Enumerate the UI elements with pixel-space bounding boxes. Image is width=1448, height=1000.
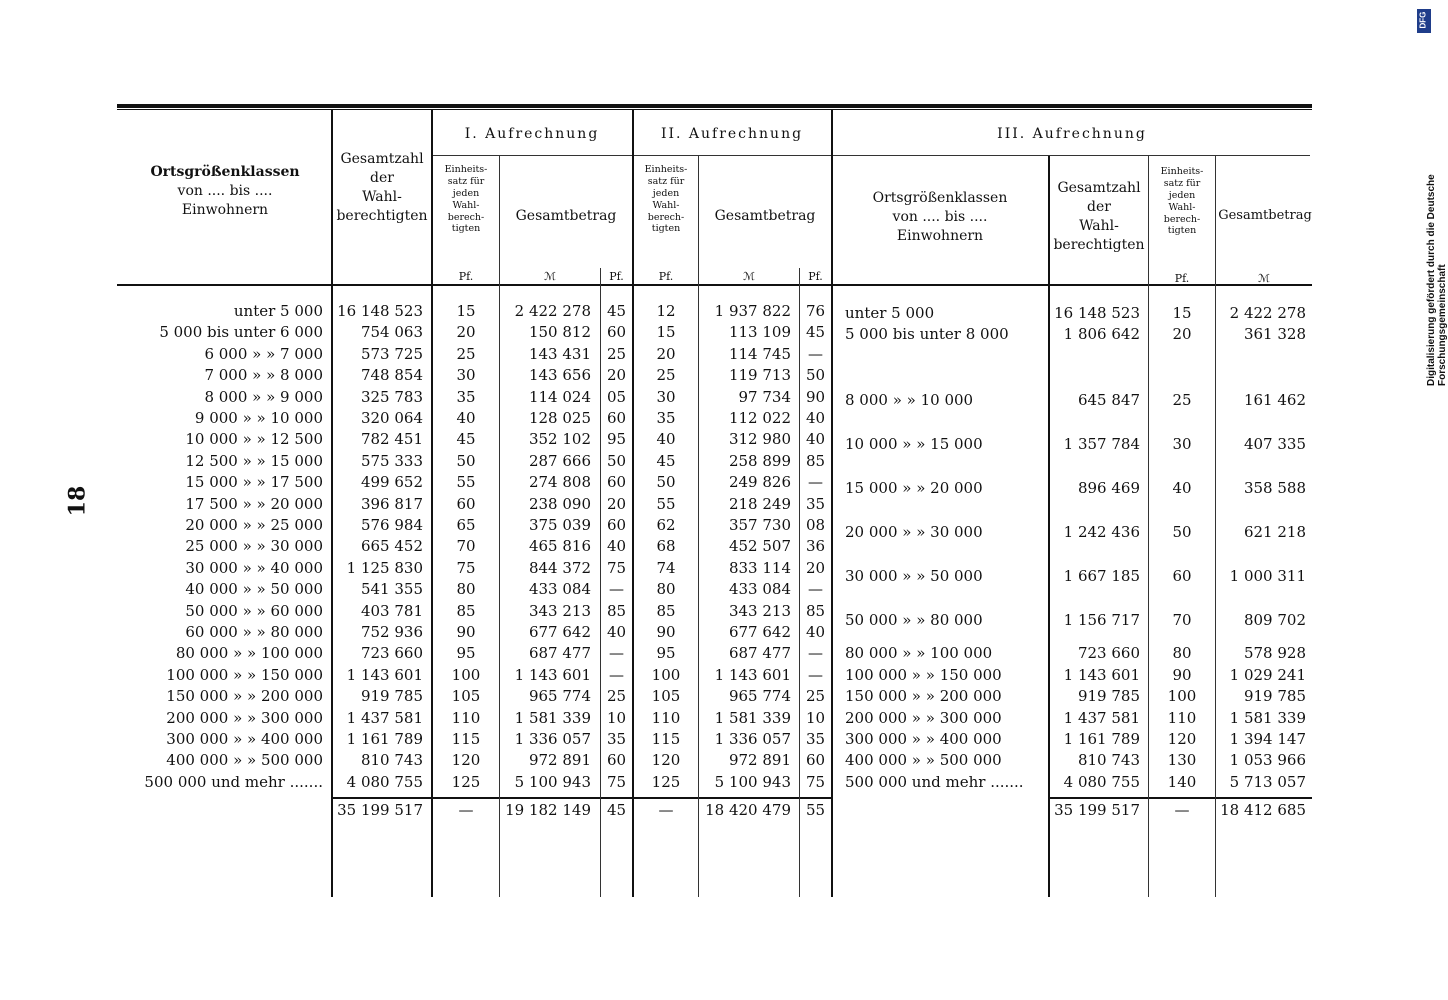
cell-a1: 143 431 — [528, 344, 591, 363]
cell-label: 9 000 » » 10 000 — [194, 409, 323, 427]
cell-p2: 08 — [805, 516, 826, 534]
cell-r1: 110 — [451, 708, 481, 727]
cell-a2: 972 891 — [728, 751, 791, 770]
page-number: 18 — [64, 485, 91, 517]
cell-a2: 677 642 — [728, 623, 791, 641]
cell-r2: 115 — [651, 730, 681, 748]
total-p1: 45 — [606, 801, 627, 819]
right-cell-label: 400 000 » » 500 000 — [845, 751, 1002, 770]
cell-r2: 105 — [651, 687, 681, 706]
right-cell-rate: 70 — [1172, 611, 1192, 630]
cell-label: 30 000 » » 40 000 — [185, 558, 323, 577]
cell-r1: 80 — [456, 580, 476, 599]
total-a2: 18 420 479 — [705, 801, 791, 819]
cell-voters: 1 437 581 — [346, 708, 423, 727]
right-cell-voters: 1 437 581 — [1063, 708, 1140, 727]
cell-r2: 125 — [651, 772, 681, 791]
unit-pf: Pf. — [808, 270, 823, 283]
cell-a1: 238 090 — [528, 494, 591, 513]
right-cell-voters: 16 148 523 — [1054, 304, 1140, 322]
cell-r1: 105 — [451, 687, 481, 706]
cell-r1: 20 — [456, 323, 476, 342]
cell-r1: 15 — [456, 302, 476, 320]
header-total-amount-2: Gesamtbetrag — [714, 208, 816, 224]
right-cell-rate: 50 — [1172, 523, 1192, 542]
cell-label: 500 000 und mehr ....... — [144, 772, 323, 791]
right-cell-label: 20 000 » » 30 000 — [845, 523, 983, 542]
total-r2: — — [658, 801, 674, 819]
cell-r1: 25 — [456, 344, 476, 363]
cell-r1: 90 — [456, 623, 476, 641]
unit-pf: Pf. — [458, 270, 474, 283]
header-total-amount-3: Gesamtbetrag — [1218, 208, 1312, 223]
right-cell-amount: 1 581 339 — [1229, 708, 1306, 727]
right-cell-rate: 15 — [1172, 304, 1192, 322]
cell-p1: 20 — [606, 494, 627, 513]
cell-p2: 20 — [805, 558, 826, 577]
cell-label: 25 000 » » 30 000 — [185, 537, 323, 556]
cell-label: 40 000 » » 50 000 — [185, 580, 323, 599]
right-total-rate: — — [1174, 801, 1190, 819]
cell-voters: 810 743 — [360, 751, 423, 770]
right-cell-rate: 120 — [1167, 730, 1197, 748]
cell-p2: 85 — [805, 451, 826, 470]
cell-r2: 15 — [656, 323, 676, 342]
right-cell-rate: 110 — [1167, 708, 1197, 727]
cell-r2: 20 — [656, 344, 676, 363]
cell-p1: — — [609, 644, 624, 663]
cell-label: 8 000 » » 9 000 — [204, 387, 323, 406]
cell-p2: — — [808, 580, 823, 599]
right-cell-label: 15 000 » » 20 000 — [845, 479, 983, 498]
right-cell-amount: 358 588 — [1243, 479, 1306, 498]
cell-label: unter 5 000 — [233, 302, 323, 320]
header-bottom-rule — [117, 284, 1312, 286]
right-cell-rate: 90 — [1172, 665, 1192, 684]
right-cell-amount: 1 029 241 — [1229, 665, 1306, 684]
header-total-amount-1: Gesamtbetrag — [515, 208, 617, 224]
right-cell-rate: 25 — [1172, 391, 1192, 410]
cell-p2: 45 — [805, 323, 826, 342]
subheader-rule — [432, 155, 1310, 156]
cell-label: 17 500 » » 20 000 — [185, 494, 323, 513]
cell-voters: 752 936 — [360, 623, 423, 641]
right-cell-amount: 2 422 278 — [1229, 304, 1306, 322]
col-divider — [831, 110, 833, 897]
cell-p2: 85 — [805, 601, 826, 620]
right-cell-label: 150 000 » » 200 000 — [845, 687, 1002, 706]
cell-voters: 1 143 601 — [346, 665, 423, 684]
cell-p2: 25 — [805, 687, 826, 706]
right-cell-label: 100 000 » » 150 000 — [845, 665, 1002, 684]
cell-r2: 35 — [656, 409, 676, 427]
cell-p2: — — [808, 644, 823, 663]
right-cell-label: 10 000 » » 15 000 — [845, 435, 983, 454]
cell-a1: 1 143 601 — [514, 665, 591, 684]
cell-r2: 100 — [651, 665, 681, 684]
cell-a2: 452 507 — [728, 537, 791, 556]
cell-a1: 375 039 — [528, 516, 591, 534]
unit-mark: ℳ — [743, 270, 755, 283]
cell-a2: 1 143 601 — [714, 665, 791, 684]
cell-p1: 60 — [606, 473, 627, 492]
cell-r2: 80 — [656, 580, 676, 599]
cell-label: 400 000 » » 500 000 — [166, 751, 323, 770]
header-calc-2: II. Aufrechnung — [660, 126, 804, 142]
cell-p1: 60 — [606, 516, 627, 534]
cell-r2: 95 — [656, 644, 676, 663]
cell-label: 150 000 » » 200 000 — [166, 687, 323, 706]
cell-p1: 25 — [606, 687, 627, 706]
cell-a2: 97 734 — [738, 387, 791, 406]
cell-label: 200 000 » » 300 000 — [166, 708, 323, 727]
cell-a1: 1 581 339 — [514, 708, 591, 727]
cell-label: 80 000 » » 100 000 — [175, 644, 323, 663]
cell-voters: 576 984 — [360, 516, 423, 534]
right-cell-voters: 919 785 — [1077, 687, 1140, 706]
cell-a1: 687 477 — [528, 644, 591, 663]
right-cell-voters: 645 847 — [1077, 391, 1140, 410]
cell-a1: 677 642 — [528, 623, 591, 641]
cell-label: 7 000 » » 8 000 — [204, 366, 323, 385]
cell-a1: 343 213 — [528, 601, 591, 620]
cell-r1: 125 — [451, 772, 481, 791]
total-p2: 55 — [805, 801, 826, 819]
right-cell-rate: 60 — [1172, 567, 1192, 586]
right-cell-label: 300 000 » » 400 000 — [845, 730, 1002, 748]
cell-a1: 1 336 057 — [514, 730, 591, 748]
right-cell-voters: 1 667 185 — [1063, 567, 1140, 586]
cell-a1: 143 656 — [528, 366, 591, 385]
cell-p1: 75 — [606, 558, 627, 577]
cell-p1: 25 — [606, 344, 627, 363]
header-size-class: Ortsgrößenklassen von .... bis .... Einwohnern — [150, 164, 300, 218]
cell-label: 6 000 » » 7 000 — [204, 344, 323, 363]
cell-p1: 60 — [606, 751, 627, 770]
unit-pf: Pf. — [1174, 272, 1190, 285]
right-cell-amount: 1 000 311 — [1229, 567, 1306, 586]
right-total-voters: 35 199 517 — [1054, 801, 1140, 819]
cell-r1: 35 — [456, 387, 476, 406]
cell-a1: 150 812 — [528, 323, 591, 342]
cell-a2: 112 022 — [728, 409, 791, 427]
right-cell-rate: 100 — [1167, 687, 1197, 706]
cell-p1: 40 — [606, 537, 627, 556]
cell-p2: 76 — [805, 302, 826, 320]
right-cell-label: 50 000 » » 80 000 — [845, 611, 983, 630]
cell-a1: 965 774 — [528, 687, 591, 706]
cell-p2: 40 — [805, 623, 826, 641]
cell-label: 15 000 » » 17 500 — [185, 473, 323, 492]
right-cell-amount: 1 053 966 — [1229, 751, 1306, 770]
cell-p2: 35 — [805, 730, 826, 748]
total-a1: 19 182 149 — [505, 801, 591, 819]
cell-a1: 5 100 943 — [514, 772, 591, 791]
cell-p1: 40 — [606, 623, 627, 641]
cell-voters: 782 451 — [360, 430, 423, 449]
header-size-class-3: Ortsgrößenklassen von .... bis .... Einwohnern — [872, 190, 1008, 244]
right-cell-label: 500 000 und mehr ....... — [845, 772, 1024, 791]
cell-p2: 10 — [805, 708, 826, 727]
right-cell-amount: 919 785 — [1243, 687, 1306, 706]
right-cell-amount: 361 328 — [1243, 325, 1306, 344]
header-calc-1: I. Aufrechnung — [464, 126, 600, 142]
cell-r1: 50 — [456, 451, 476, 470]
right-cell-amount: 1 394 147 — [1229, 730, 1306, 748]
cell-r1: 30 — [456, 366, 476, 385]
cell-a1: 114 024 — [528, 387, 591, 406]
cell-a2: 687 477 — [728, 644, 791, 663]
right-cell-label: 5 000 bis unter 8 000 — [845, 325, 1009, 344]
cell-a1: 844 372 — [528, 558, 591, 577]
right-cell-amount: 809 702 — [1243, 611, 1306, 630]
header-calc-3: III. Aufrechnung — [997, 126, 1147, 142]
cell-label: 50 000 » » 60 000 — [185, 601, 323, 620]
total-r1: — — [458, 801, 474, 819]
right-cell-voters: 1 143 601 — [1063, 665, 1140, 684]
cell-r2: 40 — [656, 430, 676, 449]
cell-a2: 1 581 339 — [714, 708, 791, 727]
cell-p2: 40 — [805, 430, 826, 449]
right-cell-amount: 5 713 057 — [1229, 772, 1306, 791]
cell-voters: 541 355 — [360, 580, 423, 599]
cell-a1: 287 666 — [528, 451, 591, 470]
right-cell-voters: 1 357 784 — [1063, 435, 1140, 454]
cell-voters: 396 817 — [360, 494, 423, 513]
cell-p2: 36 — [805, 537, 826, 556]
cell-a2: 312 980 — [728, 430, 791, 449]
cell-a1: 274 808 — [528, 473, 591, 492]
cell-a2: 119 713 — [728, 366, 791, 385]
cell-voters: 325 783 — [360, 387, 423, 406]
cell-r1: 95 — [456, 644, 476, 663]
right-cell-amount: 578 928 — [1243, 644, 1306, 663]
header-unit-rate-3: Einheits- satz für jeden Wahl- berech- tigten — [1160, 166, 1204, 237]
cell-p1: 05 — [606, 387, 627, 406]
right-cell-voters: 1 156 717 — [1063, 611, 1140, 630]
cell-a2: 1 937 822 — [714, 302, 791, 320]
cell-p2: 50 — [805, 366, 826, 385]
cell-r2: 45 — [656, 451, 676, 470]
table-top-rule — [117, 104, 1312, 108]
cell-r2: 68 — [656, 537, 676, 556]
cell-r1: 75 — [456, 558, 476, 577]
cell-label: 100 000 » » 150 000 — [166, 665, 323, 684]
cell-a2: 113 109 — [728, 323, 791, 342]
cell-a2: 965 774 — [728, 687, 791, 706]
right-cell-voters: 810 743 — [1077, 751, 1140, 770]
right-cell-voters: 723 660 — [1077, 644, 1140, 663]
cell-a2: 433 084 — [728, 580, 791, 599]
cell-p1: — — [609, 665, 624, 684]
cell-voters: 320 064 — [360, 409, 423, 427]
cell-voters: 575 333 — [360, 451, 423, 470]
cell-voters: 754 063 — [360, 323, 423, 342]
cell-a2: 258 899 — [728, 451, 791, 470]
cell-label: 12 500 » » 15 000 — [185, 451, 323, 470]
cell-voters: 919 785 — [360, 687, 423, 706]
total-voters: 35 199 517 — [337, 801, 423, 819]
header-unit-rate-1: Einheits- satz für jeden Wahl- berech- tigten — [444, 164, 488, 235]
right-cell-rate: 130 — [1167, 751, 1197, 770]
right-cell-rate: 140 — [1167, 772, 1197, 791]
cell-label: 5 000 bis unter 6 000 — [159, 323, 323, 342]
cell-p2: 40 — [805, 409, 826, 427]
cell-p1: 50 — [606, 451, 627, 470]
unit-pf: Pf. — [658, 270, 674, 283]
cell-label: 60 000 » » 80 000 — [185, 623, 323, 641]
cell-p1: 75 — [606, 772, 627, 791]
cell-r1: 70 — [456, 537, 476, 556]
cell-r2: 90 — [656, 623, 676, 641]
cell-p1: 60 — [606, 409, 627, 427]
cell-r2: 30 — [656, 387, 676, 406]
cell-r1: 120 — [451, 751, 481, 770]
left-totals-rule — [333, 797, 833, 799]
header-total-voters-3: Gesamtzahl der Wahl- berechtigten — [1053, 180, 1145, 253]
cell-a1: 972 891 — [528, 751, 591, 770]
cell-a2: 343 213 — [728, 601, 791, 620]
table-top-rule-thin — [117, 109, 1312, 110]
cell-voters: 573 725 — [360, 344, 423, 363]
cell-p1: 20 — [606, 366, 627, 385]
right-cell-rate: 80 — [1172, 644, 1192, 663]
cell-a1: 465 816 — [528, 537, 591, 556]
cell-p2: — — [808, 665, 823, 684]
right-cell-rate: 20 — [1172, 325, 1192, 344]
cell-p1: 95 — [606, 430, 627, 449]
cell-a2: 833 114 — [728, 558, 791, 577]
cell-label: 10 000 » » 12 500 — [185, 430, 323, 449]
cell-voters: 4 080 755 — [346, 772, 423, 791]
cell-r2: 12 — [656, 302, 676, 320]
cell-a2: 357 730 — [728, 516, 791, 534]
cell-r2: 110 — [651, 708, 681, 727]
cell-a1: 128 025 — [528, 409, 591, 427]
right-total-amount: 18 412 685 — [1220, 801, 1306, 819]
cell-p2: 35 — [805, 494, 826, 513]
right-cell-amount: 161 462 — [1243, 391, 1306, 410]
cell-p2: 60 — [805, 751, 826, 770]
header-total-voters: Gesamtzahl der Wahl- berechtigten — [336, 151, 428, 224]
cell-r1: 100 — [451, 665, 481, 684]
cell-voters: 1 125 830 — [346, 558, 423, 577]
cell-p2: — — [808, 473, 823, 492]
cell-p2: 90 — [805, 387, 826, 406]
cell-voters: 723 660 — [360, 644, 423, 663]
cell-a2: 114 745 — [728, 344, 791, 363]
cell-p1: 85 — [606, 601, 627, 620]
right-cell-label: 200 000 » » 300 000 — [845, 708, 1002, 727]
cell-p1: 60 — [606, 323, 627, 342]
cell-voters: 403 781 — [360, 601, 423, 620]
cell-r2: 25 — [656, 366, 676, 385]
cell-voters: 748 854 — [360, 366, 423, 385]
cell-a2: 1 336 057 — [714, 730, 791, 748]
unit-pf: Pf. — [609, 270, 624, 283]
right-cell-rate: 30 — [1172, 435, 1192, 454]
cell-r1: 85 — [456, 601, 476, 620]
right-cell-voters: 1 161 789 — [1063, 730, 1140, 748]
header-unit-rate-2: Einheits- satz für jeden Wahl- berech- tigten — [644, 164, 688, 235]
cell-voters: 1 161 789 — [346, 730, 423, 748]
cell-p2: 75 — [805, 772, 826, 791]
cell-voters: 499 652 — [360, 473, 423, 492]
cell-r2: 85 — [656, 601, 676, 620]
right-cell-voters: 4 080 755 — [1063, 772, 1140, 791]
right-totals-rule — [1049, 797, 1312, 799]
cell-p2: — — [808, 344, 823, 363]
cell-p1: 10 — [606, 708, 627, 727]
dfg-logo: DFG — [1417, 9, 1431, 33]
right-cell-rate: 40 — [1172, 479, 1192, 498]
right-cell-amount: 621 218 — [1243, 523, 1306, 542]
cell-r1: 65 — [456, 516, 476, 534]
unit-mark: ℳ — [544, 270, 556, 283]
cell-a1: 2 422 278 — [514, 302, 591, 320]
cell-p1: 45 — [606, 302, 627, 320]
cell-r1: 45 — [456, 430, 476, 449]
cell-a1: 352 102 — [528, 430, 591, 449]
digitization-notice: Digitalisierung gefördert durch die Deutsche Forschungsgemeinschaft — [1426, 174, 1448, 386]
right-cell-label: 30 000 » » 50 000 — [845, 567, 983, 586]
cell-r1: 55 — [456, 473, 476, 492]
cell-label: 300 000 » » 400 000 — [166, 730, 323, 748]
cell-label: 20 000 » » 25 000 — [185, 516, 323, 534]
right-cell-label: 80 000 » » 100 000 — [845, 644, 993, 663]
cell-r2: 62 — [656, 516, 676, 534]
cell-r2: 74 — [656, 558, 676, 577]
cell-voters: 16 148 523 — [337, 302, 423, 320]
cell-r1: 60 — [456, 494, 476, 513]
right-cell-label: 8 000 » » 10 000 — [845, 391, 974, 410]
right-cell-voters: 896 469 — [1077, 479, 1140, 498]
cell-voters: 665 452 — [360, 537, 423, 556]
right-cell-amount: 407 335 — [1243, 435, 1306, 454]
cell-r1: 40 — [456, 409, 476, 427]
cell-p1: 35 — [606, 730, 627, 748]
cell-r2: 55 — [656, 494, 676, 513]
right-cell-label: unter 5 000 — [845, 304, 935, 322]
right-cell-voters: 1 806 642 — [1063, 325, 1140, 344]
unit-mark: ℳ — [1258, 272, 1270, 285]
cell-r1: 115 — [451, 730, 481, 748]
cell-r2: 50 — [656, 473, 676, 492]
cell-a2: 5 100 943 — [714, 772, 791, 791]
cell-p1: — — [609, 580, 624, 599]
cell-a2: 249 826 — [728, 473, 791, 492]
right-cell-voters: 1 242 436 — [1063, 523, 1140, 542]
cell-r2: 120 — [651, 751, 681, 770]
cell-a2: 218 249 — [728, 494, 791, 513]
cell-a1: 433 084 — [528, 580, 591, 599]
